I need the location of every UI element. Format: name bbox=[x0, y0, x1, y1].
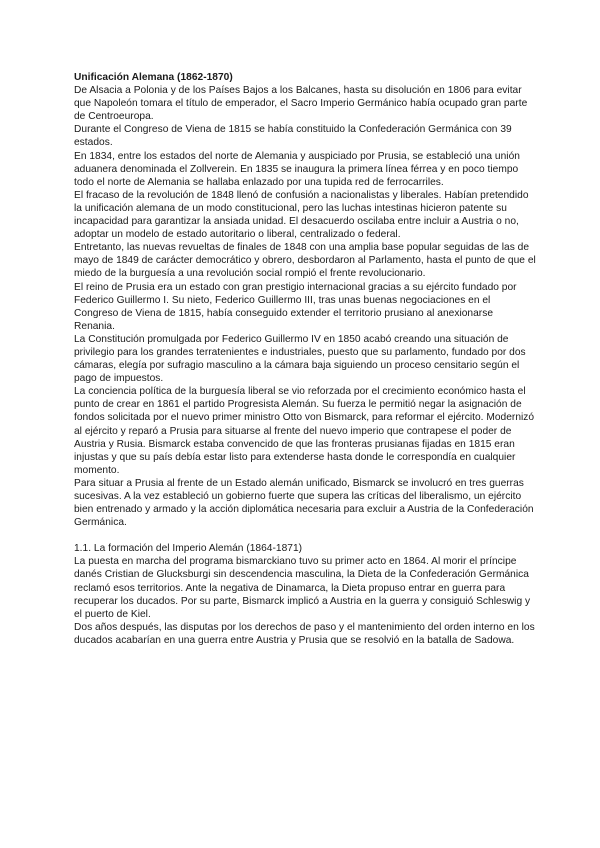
paragraph-reino-prusia: El reino de Prusia era un estado con gran prestigio internacional gracias a su ejército fundado por Federico Guillermo I. Su nieto, Federico Guillermo III, tras unas buenas negociaciones en el Congreso de Viena de 1815, había conseguido extender el territorio prusiano al anexionarse Renania. bbox=[74, 281, 517, 332]
paragraph-revolucion-1848: El fracaso de la revolución de 1848 llenó de confusión a nacionalistas y liberales. Habían pretendido la unificación alemana de un modo constitucional, pero las luchas intestinas hicieron patente su incapacidad para garantizar la ansiada unidad. El desacuerdo oscilaba entre incluir a Austria o no, adoptar un modelo de estado autoritario o liberal, centralizado o federal. bbox=[74, 189, 529, 241]
paragraph-burguesia-liberal: La conciencia política de la burguesía liberal se vio reforzada por el crecimiento económico hasta el punto de crear en 1861 el partido Progresista Alemán. Su fuerza le permitió negar la asignación de fondos solicitada por el nuevo primer ministro Otto von Bismarck, para reformar el ejército. Modernizó al ejército y reparó a Prusia para situarse al frente del nuevo imperio que contrapese el poder de Austria y Rusia. Bismarck estaba convencido de que las fronteras prusianas fijadas en 1815 eran injustas y que su país debía estar listo para extenderse hasta donde le correspondía en cualquier momento. bbox=[74, 386, 535, 476]
paragraph-revueltas: Entretanto, las nuevas revueltas de finales de 1848 con una amplia base popular seguidas de las de mayo de 1849 de carácter democrático y obrero, desbordaron al Parlamento, hasta el punto de que el miedo de la burguesía a una revolución social rompió el frente revolucionario. bbox=[74, 242, 536, 280]
paragraph-congreso-viena: Durante el Congreso de Viena de 1815 se había constituido la Confederación Germánica con 39 estados. bbox=[74, 124, 512, 149]
paragraph-zollverein: En 1834, entre los estados del norte de Alemania y auspiciado por Prusia, se estableció una unión aduanera denominada el Zollverein. En 1835 se inaugura la primera línea férrea y en poco tiempo todo el norte de Alemania se hallaba enlazado por una tupida red de ferrocarriles. bbox=[74, 150, 520, 188]
paragraph-constitucion: La Constitución promulgada por Federico Guillermo IV en 1850 acabó creando una situación de privilegio para los grandes terratenientes e industriales, puesto que su parlamento, fundado por dos cámaras, elegía por sufragio masculino a la cámara baja siguiendo un proceso censitario según el pago de impuestos. bbox=[74, 333, 526, 385]
paragraph-sacro-imperio: De Alsacia a Polonia y de los Países Bajos a los Balcanes, hasta su disolución en 1806 para evitar que Napoleón tomara el título de emperador, el Sacro Imperio Germánico había ocupado gran parte de Centroeuropa. bbox=[74, 85, 528, 123]
document-title: Unificación Alemana (1862-1870) bbox=[74, 72, 233, 83]
section-heading: 1.1. La formación del Imperio Alemán (1864-1871) bbox=[74, 543, 303, 555]
paragraph-programa-bismarckiano: La puesta en marcha del programa bismarckiano tuvo su primer acto en 1864. Al morir el príncipe danés Cristian de Glucksburgi sin descendencia masculina, la Dieta de la Confederación Germánica reclamó esos territorios. Ante la negativa de Dinamarca, la Dieta propuso entrar en guerra para recuperar los ducados. Por su parte, Bismarck implicó a Austria en la guerra y consiguió Schleswig y el puerto de Kiel. bbox=[74, 556, 531, 620]
section-spacer bbox=[74, 529, 536, 542]
paragraph-guerra-austria-prusia: Dos años después, las disputas por los derechos de paso y el mantenimiento del orden interno en los ducados acabarían en una guerra entre Austria y Prusia que se resolvió en la batalla de Sadowa. bbox=[74, 621, 535, 646]
document-page bbox=[74, 71, 536, 647]
paragraph-tres-guerras: Para situar a Prusia al frente de un Estado alemán unificado, Bismarck se involucró en tres guerras sucesivas. A la vez estableció un gobierno fuerte que supera las críticas del liberalismo, un ejército bien entrenado y armado y la acción diplomática necesaria para excluir a Austria de la Confederación Germánica. bbox=[74, 477, 534, 529]
